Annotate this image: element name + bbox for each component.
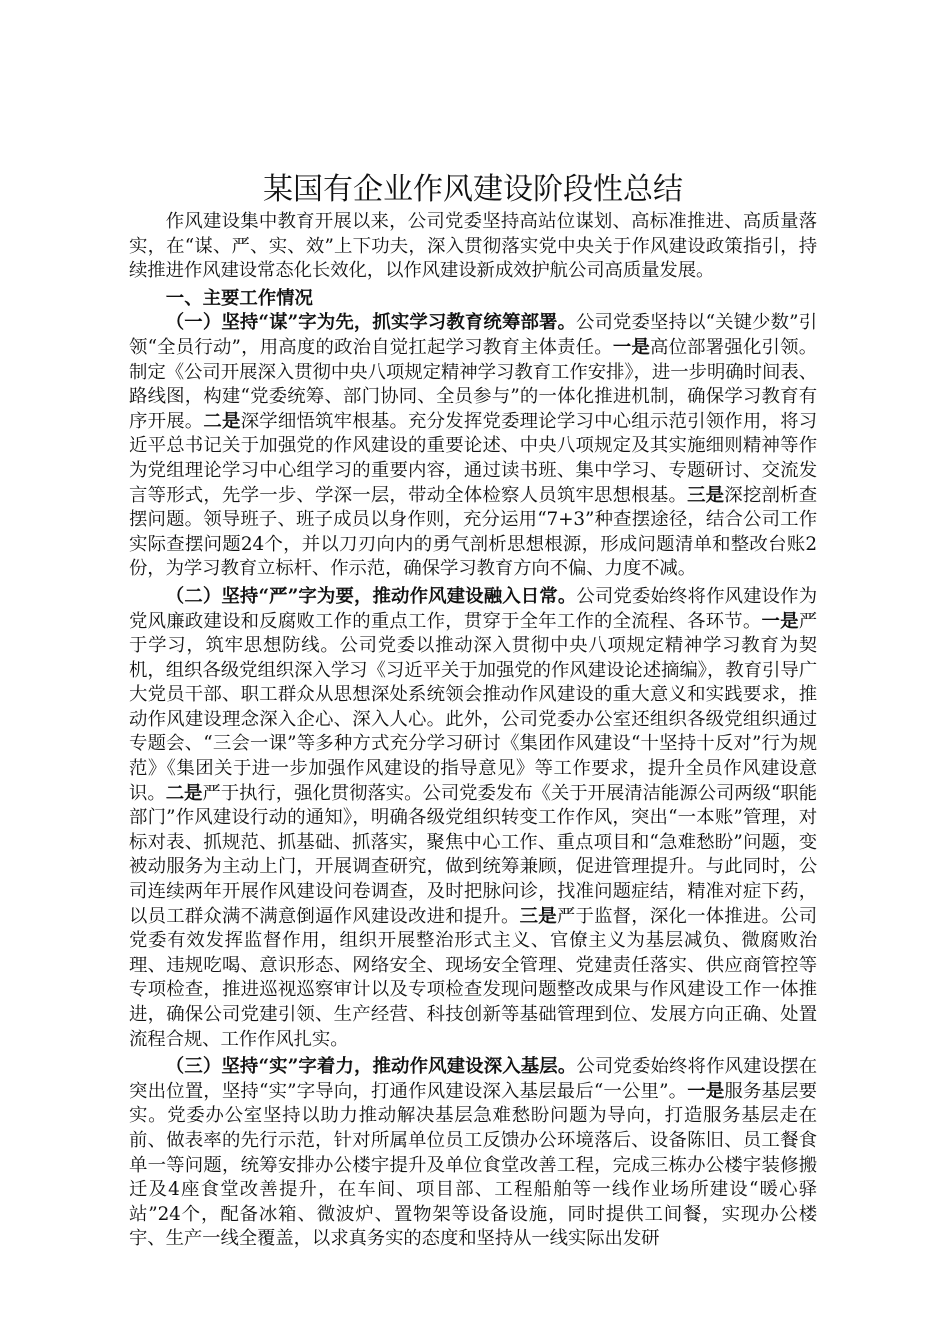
section-heading: 一、主要工作情况 (165, 287, 313, 309)
paragraph-3-lead: （三）坚持“实”字着力，推动作风建设深入基层。 (165, 1056, 577, 1078)
paragraph-2-text-4: 严于监督，深化一体推进。公司党委有效发挥监督作用，组织开展整治形式主义、官僚主义为基层减负、微腐败治理、违规吃喝、意识形态、网络安全、现场安全管理、党建责任落实、供应商管控等专项检查，推进巡视巡察审计以及专项检查发现问题整改成果与作风建设工作一体推进，确保公司党建引领、生产经营、科技创新等基础管理到位、发展方向正确、处置流程合规、工作作风扎实。 (129, 905, 817, 1050)
paragraph-2-text-1: 公司党委始终将作风建设作为党风廉政建设和反腐败工作的重点工作，贯穿于全年工作的全流程、各环节。 (129, 585, 818, 632)
paragraph-3-text-1: 公司党委始终将作风建设摆在突出位置，坚持“实”字导向，打通作风建设深入基层最后“一公里”。 (129, 1056, 818, 1102)
paragraph-1 (129, 311, 817, 582)
paragraph-2 (129, 585, 817, 1052)
intro-paragraph: 作风建设集中教育开展以来，公司党委坚持高站位谋划、高标准推进、高质量落实，在“谋、严、实、效”上下功夫，深入贯彻落实党中央关于作风建设政策指引，持续推进作风建设常态化长效化，以作风建设新成效护航公司高质量发展。 (129, 211, 817, 282)
document-title: 某国有企业作风建设阶段性总结 (263, 172, 683, 207)
paragraph-1-key-2: 二是 (203, 410, 241, 432)
paragraph-2-text-2: 严于学习，筑牢思想防线。公司党委以推动深入贯彻中央八项规定精神学习教育为契机，组织各级党组织深入学习《习近平关于加强党的作风建设论述摘编》，教育引导广大党员干部、职工群众从思想深处系统领会推动作风建设的重大意义和实践要求，推动作风建设理念深入企心、深入人心。此外，公司党委办公室还组织各级党组织通过专题会、“三会一课”等多种方式充分学习研讨《集团作风建设“十坚持十反对”行为规范》《集团关于进一步加强作风建设的指导意见》等工作要求，提升全员作风建设意识。 (129, 610, 817, 804)
paragraph-1-key-3: 三是 (687, 484, 725, 506)
paragraph-1-lead: （一）坚持“谋”字为先，抓实学习教育统筹部署。 (165, 312, 576, 334)
paragraph-1-text-1: 公司党委坚持以“关键少数”引领“全员行动”，用高度的政治自觉扛起学习教育主体责任。 (129, 312, 817, 358)
paragraph-2-key-1: 一是 (761, 610, 799, 632)
paragraph-2-lead: （二）坚持“严”字为要，推动作风建设融入日常。 (165, 585, 577, 607)
paragraph-2-key-3: 三是 (519, 905, 557, 927)
document-page (129, 170, 817, 1255)
paragraph-3 (129, 1055, 817, 1252)
paragraph-2-text-3: 严于执行，强化贯彻落实。公司党委发布《关于开展清洁能源公司两级“职能部门”作风建设行动的通知》，明确各级党组织转变工作作风，突出“一本账”管理，对标对表、抓规范、抓基础、抓落实，聚焦中心工作、重点项目和“急难愁盼”问题，变被动服务为主动上门，开展调查研究，做到统筹兼顾，促进管理提升。与此同时，公司连续两年开展作风建设问卷调查，及时把脉问诊，找准问题症结，精准对症下药，以员工群众满不满意倒逼作风建设改进和提升。 (129, 782, 817, 927)
paragraph-1-key-1: 一是 (612, 336, 651, 358)
paragraph-1-text-4: 深挖剖析查摆问题。领导班子、班子成员以身作则，充分运用“7+3”种查摆途径，结合公司工作实际查摆问题24个，并以刀刃向内的勇气剖析思想根源，形成问题清单和整改台账2份，为学习教育立标杆、作示范，确保学习教育方向不偏、力度不减。 (129, 484, 817, 580)
paragraph-2-key-2: 二是 (165, 782, 203, 804)
paragraph-1-text-3: 深学细悟筑牢根基。充分发挥党委理论学习中心组示范引领作用，将习近平总书记关于加强党的作风建设的重要论述、中央八项规定及其实施细则精神等作为党组理论学习中心组学习的重要内容，通过读书班、集中学习、专题研讨、交流发言等形式，先学一步、学深一层，带动全体检察人员筑牢思想根基。 (129, 410, 818, 506)
paragraph-3-text-2: 服务基层要实。党委办公室坚持以助力推动解决基层急难愁盼问题为导向，打造服务基层走在前、做表率的先行示范，针对所属单位员工反馈办公环境落后、设备陈旧、员工餐食单一等问题，统筹安排办公楼宇提升及单位食堂改善工程，完成三栋办公楼宇装修搬迁及4座食堂改善提升，在车间、项目部、工程船舶等一线作业场所建设“暖心驿站”24个，配备冰箱、微波炉、置物架等设备设施，同时提供工间餐，实现办公楼宇、生产一线全覆盖，以求真务实的态度和坚持从一线实际出发研 (129, 1080, 817, 1250)
paragraph-3-key-1: 一是 (687, 1080, 725, 1102)
paragraph-1-text-2: 高位部署强化引领。制定《公司开展深入贯彻中央八项规定精神学习教育工作安排》，进一步明确时间表、路线图，构建“党委统筹、部门协同、全员参与”的一体化推进机制，确保学习教育有序开展。 (129, 336, 817, 432)
